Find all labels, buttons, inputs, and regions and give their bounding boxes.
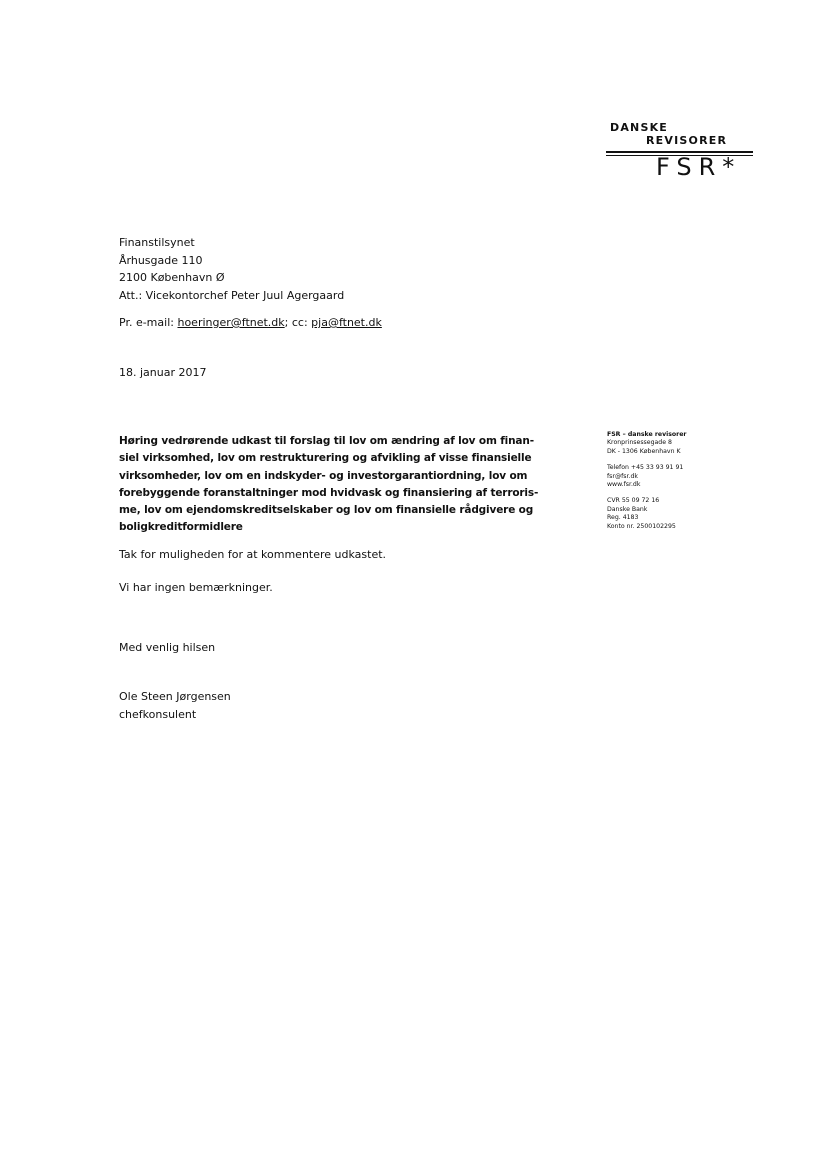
signature-name: Ole Steen Jørgensen [119, 690, 231, 703]
subject-line: virksomheder, lov om en indskyder- og investorgarantiordning, lov om [119, 469, 528, 482]
subject-heading [119, 433, 569, 537]
sender-cvr: CVR 55 09 72 16 [607, 497, 660, 505]
letter-date: 18. januar 2017 [119, 366, 207, 379]
recipient-street: Århusgade 110 [119, 253, 203, 267]
sender-reg: Reg. 4183 [607, 514, 639, 522]
recipient-attention: Att.: Vicekontorchef Peter Juul Agergaard [119, 288, 345, 302]
sender-email: fsr@fsr.dk [607, 472, 638, 480]
sender-phone: Telefon +45 33 93 91 91 [607, 464, 684, 472]
sender-street: Kronprinsessegade 8 [607, 439, 672, 447]
email-link-hoeringer[interactable]: hoeringer@ftnet.dk [177, 316, 285, 329]
body-paragraph-no-remarks: Vi har ingen bemærkninger. [119, 581, 273, 594]
sender-web: www.fsr.dk [607, 481, 641, 489]
body-paragraph-thanks: Tak for muligheden for at kommentere udkastet. [119, 548, 387, 561]
logo-text-revisorer: REVISORER [646, 134, 728, 147]
subject-line: me, lov om ejendomskreditselskaber og lov om finansielle rådgivere og [119, 504, 534, 517]
email-link-pja[interactable]: pja@ftnet.dk [311, 316, 382, 329]
subject-line: forebyggende foranstaltninger mod hvidvask og finansiering af terroris- [119, 486, 539, 499]
sender-account: Konto nr. 2500102295 [607, 522, 676, 530]
subject-line: siel virksomhed, lov om restrukturering og afvikling af visse finansielle [119, 452, 532, 465]
signature-title: chefkonsulent [119, 707, 197, 721]
logo-text-danske: DANSKE [610, 121, 669, 134]
email-separator: ; cc: [284, 316, 312, 329]
sender-info-block [607, 431, 686, 531]
logo-mark-fsr: FSR* [656, 153, 742, 181]
recipient-address [119, 234, 344, 304]
subject-line: Høring vedrørende udkast til forslag til lov om ændring af lov om finan- [119, 435, 534, 447]
sender-org: FSR – danske revisorer [607, 431, 687, 438]
closing-greeting: Med venlig hilsen [119, 641, 216, 654]
recipient-name: Finanstilsynet [119, 236, 195, 249]
recipient-city: 2100 København Ø [119, 271, 225, 284]
sender-bank: Danske Bank [607, 505, 648, 513]
subject-line: boligkreditformidlere [119, 521, 243, 534]
email-line [119, 316, 382, 329]
sender-city: DK - 1306 København K [607, 447, 681, 455]
signature-block [119, 688, 231, 723]
email-prefix: Pr. e-mail: [119, 316, 178, 329]
